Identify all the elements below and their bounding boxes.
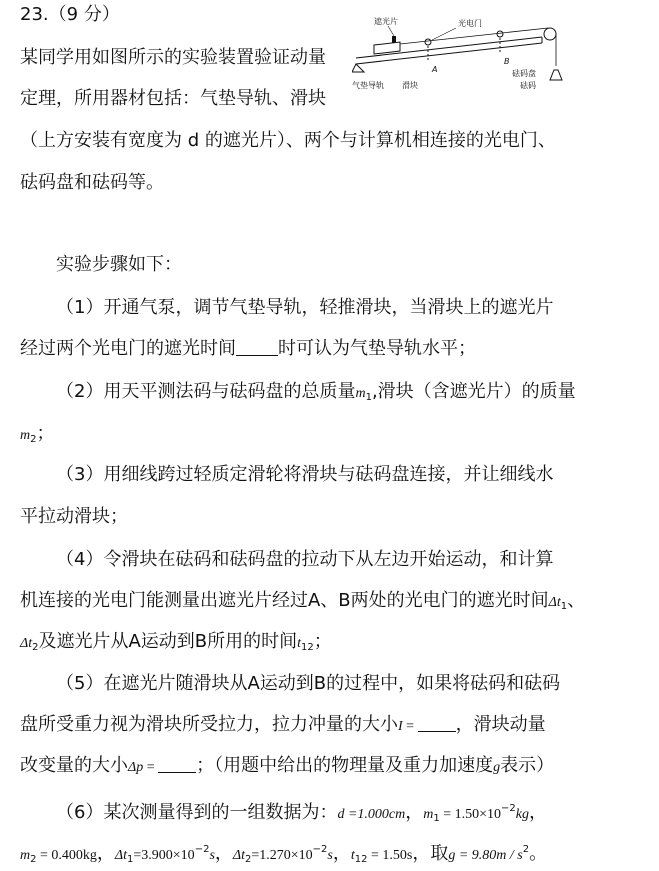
answer-blank-3[interactable] xyxy=(158,756,196,773)
apparatus-figure xyxy=(352,14,578,96)
shade-plate xyxy=(392,36,396,43)
step5-line-c: 改变量的大小Δp = ；（用题中给出的物理量及重力加速度g表示） xyxy=(20,755,555,776)
label-weights: 砝码 xyxy=(520,81,536,90)
label-shade: 遮光片 xyxy=(374,17,398,26)
photogate-b-icon xyxy=(497,31,503,37)
step4-line-b: 机连接的光电门能测量出遮光片经过A、B两处的光电门的遮光时间$\Delta t_1$、 xyxy=(20,590,586,612)
steps-heading: 实验步骤如下： xyxy=(56,254,182,275)
step1-line-b: 经过两个光电门的遮光时间 时可认为气垫导轨水平； xyxy=(20,338,476,359)
string-line xyxy=(400,28,548,44)
label-b: B xyxy=(504,57,510,66)
label-track: 气垫导轨 xyxy=(352,81,384,90)
step2-line-a: （2）用天平测法码与砝码盘的总质量$m_1$,滑块（含遮光片）的质量 xyxy=(56,381,576,403)
step2-line-b: $m_2$； xyxy=(20,423,55,445)
data-d: d =1.000cm xyxy=(337,807,406,822)
step4-line-c: $\Delta t_2$及遮光片从A运动到B所用的时间$t_{12}$； xyxy=(20,631,332,653)
photogate-a-icon xyxy=(425,39,431,45)
question-score: （9 分） xyxy=(48,4,120,25)
answer-blank-1[interactable] xyxy=(236,339,278,356)
track-top-edge xyxy=(356,37,542,58)
intro-line-2: 定理，所用器材包括：气垫导轨、滑块 xyxy=(20,88,326,109)
intro-line-1: 某同学用如图所示的实验装置验证动量 xyxy=(20,47,326,68)
slider-shape xyxy=(374,42,400,54)
intro-line-4: 砝码盘和砝码等。 xyxy=(20,172,164,193)
answer-blank-2[interactable] xyxy=(418,715,456,732)
intro-line-3: （上方安装有宽度为 d 的遮光片）、两个与计算机相连接的光电门、 xyxy=(20,130,556,151)
question-header xyxy=(20,4,120,26)
pulley-icon xyxy=(544,28,556,40)
track-bottom-edge xyxy=(356,43,542,64)
step1-line-a: （1）开通气泵，调节气垫导轨，轻推滑块，当滑块上的遮光片 xyxy=(56,297,554,318)
step5-line-b: 盘所受重力视为滑块所受拉力，拉力冲量的大小I = ，滑块动量 xyxy=(20,714,546,735)
step4-line-a: （4）令滑块在砝码和砝码盘的拉动下从左边开始运动，和计算 xyxy=(56,549,554,570)
step5-line-a: （5）在遮光片随滑块从A运动到B的过程中，如果将砝码和砝码 xyxy=(56,673,561,694)
left-support xyxy=(352,64,364,72)
question-number: 23. xyxy=(20,4,49,25)
label-gate: 光电门 xyxy=(458,19,482,28)
step3-line-a: （3）用细线跨过轻质定滑轮将滑块与砝码盘连接，并让细线水 xyxy=(56,464,554,485)
label-slider: 滑块 xyxy=(402,81,418,90)
label-a: A xyxy=(432,65,438,74)
step6-line-b: $m_2 = 0.400kg$，$\Delta t_1=3.900\times 10^{-2}s$，$\Delta t_2=1.270\times 10^{-2}s$，$t_{12} = 1.50s$，取$g = 9.80m / s^2$。 xyxy=(20,843,548,865)
weight-pan-icon xyxy=(550,70,562,80)
label-pan: 砝码盘 xyxy=(512,69,536,78)
step6-line-a: （6）某次测量得到的一组数据为：d =1.000cm，$m_1 = 1.50\times 10^{-2}kg$， xyxy=(56,802,547,824)
step3-line-b: 平拉动滑块； xyxy=(20,506,128,527)
